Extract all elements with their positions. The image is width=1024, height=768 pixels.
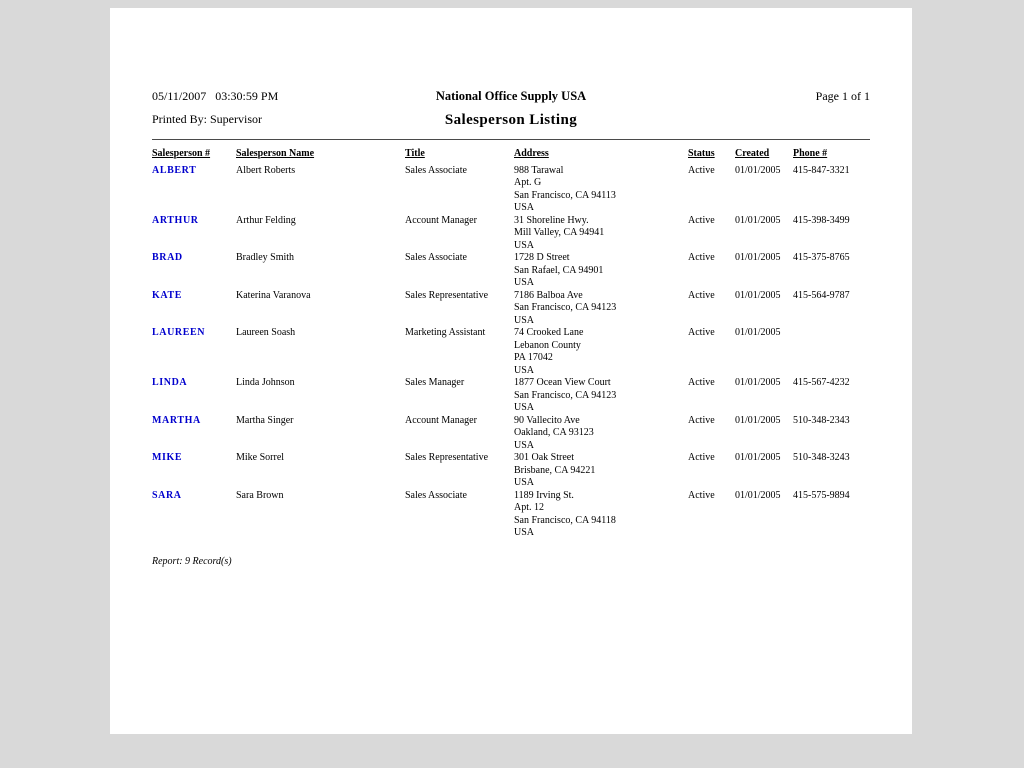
salesperson-address — [514, 490, 688, 540]
salesperson-created: 01/01/2005 — [735, 289, 781, 301]
address-line: San Francisco, CA 94123 — [514, 389, 617, 401]
address-line: 1728 D Street — [514, 252, 570, 263]
column-header-created: Created — [735, 148, 770, 159]
salesperson-title: Sales Manager — [405, 377, 465, 388]
salesperson-title: Sales Associate — [405, 164, 467, 176]
address-line: USA — [514, 239, 535, 251]
salesperson-code[interactable]: ALBERT — [152, 164, 197, 176]
address-line: USA — [514, 477, 535, 488]
salesperson-status: Active — [688, 377, 715, 388]
salesperson-name: Mike Sorrel — [236, 452, 285, 463]
salesperson-code[interactable]: ARTHUR — [152, 214, 199, 226]
report-table-body — [152, 165, 870, 540]
table-row — [152, 252, 870, 290]
salesperson-status: Active — [688, 327, 715, 338]
header-divider — [152, 139, 870, 140]
salesperson-table — [152, 148, 870, 540]
table-row — [152, 165, 870, 215]
address-line: 1189 Irving St. — [514, 489, 574, 501]
address-line: Lebanon County — [514, 339, 581, 351]
address-line: 1877 Ocean View Court — [514, 377, 611, 388]
address-line: Mill Valley, CA 94941 — [514, 227, 605, 238]
address-line: USA — [514, 527, 535, 538]
report-datetime: 05/11/2007 03:30:59 PM — [152, 89, 279, 103]
address-line: USA — [514, 402, 535, 413]
salesperson-created: 01/01/2005 — [735, 252, 781, 263]
salesperson-status: Active — [688, 252, 715, 263]
salesperson-status: Active — [688, 214, 715, 226]
salesperson-code[interactable]: MIKE — [152, 452, 183, 463]
salesperson-name: Bradley Smith — [236, 252, 295, 263]
salesperson-title: Sales Associate — [405, 252, 467, 263]
address-line: Brisbane, CA 94221 — [514, 464, 596, 476]
salesperson-name: Linda Johnson — [236, 377, 295, 388]
address-line: San Rafael, CA 94901 — [514, 264, 604, 276]
salesperson-phone: 415-398-3499 — [793, 214, 850, 226]
address-line: 301 Oak Street — [514, 452, 574, 463]
salesperson-title: Sales Associate — [405, 489, 467, 501]
column-header-status: Status — [688, 148, 715, 159]
salesperson-status: Active — [688, 164, 715, 176]
address-line: 31 Shoreline Hwy. — [514, 214, 589, 226]
column-header-address: Address — [514, 148, 549, 159]
salesperson-phone: 415-567-4232 — [793, 377, 850, 388]
report-page — [110, 8, 912, 734]
salesperson-created: 01/01/2005 — [735, 414, 781, 426]
address-line: 7186 Balboa Ave — [514, 289, 583, 301]
salesperson-title: Sales Representative — [405, 289, 489, 301]
page-number: Page 1 of 1 — [815, 89, 870, 103]
table-header-row — [152, 148, 870, 161]
salesperson-name: Martha Singer — [236, 414, 294, 426]
address-line: 90 Vallecito Ave — [514, 414, 580, 426]
salesperson-created: 01/01/2005 — [735, 164, 781, 176]
address-line: San Francisco, CA 94123 — [514, 302, 617, 313]
table-row — [152, 490, 870, 540]
column-header-title: Title — [405, 148, 425, 159]
address-line: Apt. G — [514, 177, 542, 188]
column-header-phone: Phone # — [793, 148, 828, 159]
salesperson-name: Laureen Soash — [236, 327, 296, 338]
salesperson-address — [514, 290, 688, 328]
salesperson-address — [514, 327, 688, 377]
table-row — [152, 327, 870, 377]
address-line: San Francisco, CA 94118 — [514, 514, 616, 526]
salesperson-name: Sara Brown — [236, 489, 284, 501]
salesperson-created: 01/01/2005 — [735, 489, 781, 501]
salesperson-phone: 415-847-3321 — [793, 164, 850, 176]
salesperson-code[interactable]: KATE — [152, 289, 182, 301]
salesperson-address — [514, 252, 688, 290]
salesperson-phone: 415-575-9894 — [793, 489, 850, 501]
salesperson-code[interactable]: LINDA — [152, 377, 188, 388]
salesperson-name: Katerina Varanova — [236, 289, 311, 301]
salesperson-created: 01/01/2005 — [735, 214, 781, 226]
salesperson-code[interactable]: BRAD — [152, 252, 183, 263]
address-line: Oakland, CA 93123 — [514, 427, 594, 438]
report-printed-by: Printed By: Supervisor — [152, 112, 262, 126]
salesperson-created: 01/01/2005 — [735, 327, 781, 338]
address-line: PA 17042 — [514, 352, 553, 363]
salesperson-created: 01/01/2005 — [735, 377, 781, 388]
table-row — [152, 377, 870, 415]
salesperson-title: Sales Representative — [405, 452, 489, 463]
report-title: Salesperson Listing — [444, 112, 578, 128]
salesperson-status: Active — [688, 489, 715, 501]
table-row — [152, 290, 870, 328]
address-line: San Francisco, CA 94113 — [514, 189, 616, 201]
column-header-salesperson-name: Salesperson Name — [236, 148, 315, 159]
salesperson-phone — [793, 327, 870, 377]
salesperson-address — [514, 165, 688, 215]
salesperson-address — [514, 215, 688, 253]
salesperson-phone: 510-348-2343 — [793, 414, 850, 426]
address-line: 988 Tarawal — [514, 164, 564, 176]
salesperson-address — [514, 452, 688, 490]
salesperson-address — [514, 377, 688, 415]
salesperson-phone: 415-564-9787 — [793, 289, 850, 301]
address-line: 74 Crooked Lane — [514, 327, 584, 338]
salesperson-phone: 415-375-8765 — [793, 252, 850, 263]
salesperson-phone: 510-348-3243 — [793, 452, 850, 463]
record-count: Report: 9 Record(s) — [152, 556, 232, 567]
report-header-center — [110, 89, 912, 129]
address-line: USA — [514, 277, 535, 288]
column-header-salesperson-number: Salesperson # — [152, 148, 211, 159]
salesperson-status: Active — [688, 289, 715, 301]
address-line: USA — [514, 364, 535, 376]
table-row — [152, 452, 870, 490]
salesperson-title: Marketing Assistant — [405, 327, 486, 338]
salesperson-code[interactable]: MARTHA — [152, 414, 201, 426]
salesperson-created: 01/01/2005 — [735, 452, 781, 463]
salesperson-title: Account Manager — [405, 214, 477, 226]
salesperson-name: Arthur Felding — [236, 214, 296, 226]
salesperson-title: Account Manager — [405, 414, 477, 426]
table-row — [152, 415, 870, 453]
table-row — [152, 215, 870, 253]
salesperson-name: Albert Roberts — [236, 164, 296, 176]
salesperson-address — [514, 415, 688, 453]
company-name: National Office Supply USA — [435, 89, 587, 103]
salesperson-code[interactable]: SARA — [152, 489, 182, 501]
address-line: USA — [514, 439, 535, 451]
address-line: USA — [514, 202, 535, 213]
salesperson-code[interactable]: LAUREEN — [152, 327, 206, 338]
address-line: USA — [514, 314, 535, 326]
salesperson-status: Active — [688, 414, 715, 426]
address-line: Apt. 12 — [514, 502, 544, 513]
salesperson-status: Active — [688, 452, 715, 463]
